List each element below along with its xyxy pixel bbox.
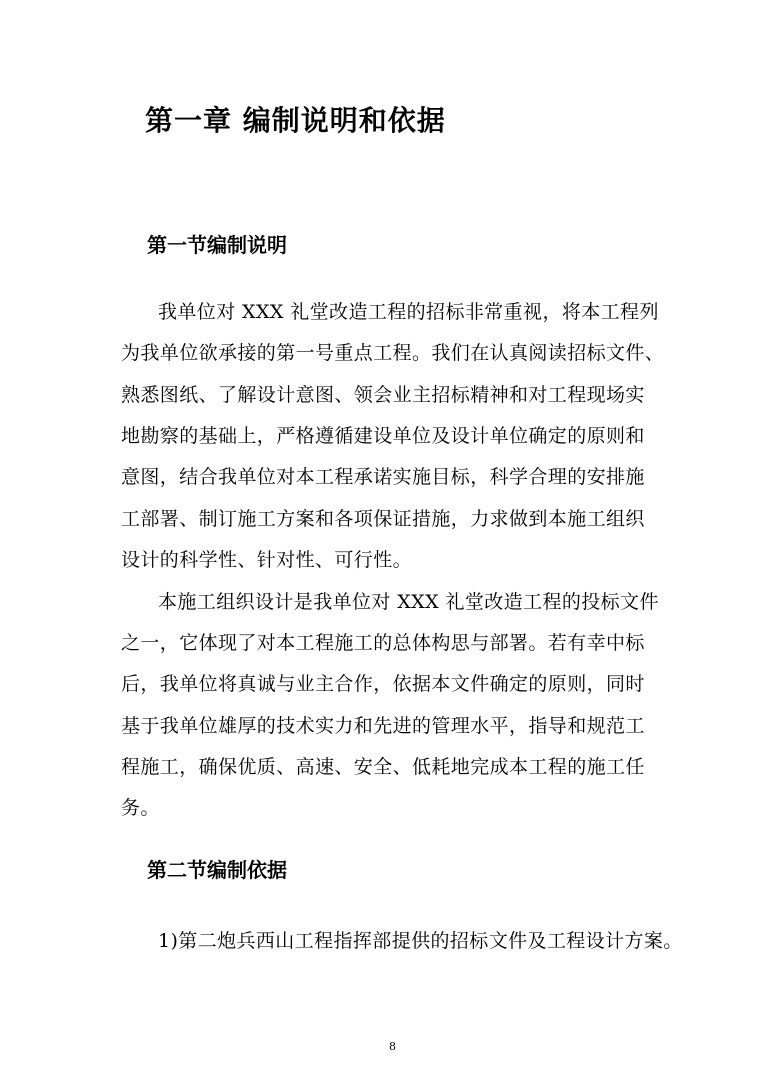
paragraph-line: 地勘察的基础上，严格遵循建设单位及设计单位确定的原则和 — [121, 425, 645, 447]
paragraph-line: 熟悉图纸、了解设计意图、领会业主招标精神和对工程现场实 — [121, 384, 645, 406]
section-title-1: 第一节编制说明 — [147, 233, 287, 257]
paragraph-line: 程施工，确保优质、高速、安全、低耗地完成本工程的施工任 — [121, 756, 645, 778]
paragraph-line: 本施工组织设计是我单位对 XXX 礼堂改造工程的投标文件 — [158, 591, 659, 613]
paragraph-line: 设计的科学性、针对性、可行性。 — [121, 549, 413, 571]
paragraph-line: 之一，它体现了对本工程施工的总体构思与部署。若有幸中标 — [121, 632, 645, 654]
paragraph-line: 我单位对 XXX 礼堂改造工程的招标非常重视，将本工程列 — [158, 301, 659, 323]
section-title-2: 第二节编制依据 — [147, 858, 287, 882]
paragraph-line: 工部署、制订施工方案和各项保证措施，力求做到本施工组织 — [121, 508, 645, 530]
paragraph-line: 为我单位欲承接的第一号重点工程。我们在认真阅读招标文件、 — [121, 342, 665, 364]
paragraph-line: 后，我单位将真诚与业主合作，依据本文件确定的原则，同时 — [121, 673, 645, 695]
chapter-title: 第一章 编制说明和依据 — [145, 104, 446, 137]
basis-list-item: 1)第二炮兵西山工程指挥部提供的招标文件及工程设计方案。 — [158, 930, 683, 952]
paragraph-line: 务。 — [121, 797, 160, 819]
paragraph-line: 意图，结合我单位对本工程承诺实施目标，科学合理的安排施 — [121, 466, 645, 488]
page-number: 8 — [389, 1040, 396, 1053]
paragraph-line: 基于我单位雄厚的技术实力和先进的管理水平，指导和规范工 — [121, 715, 645, 737]
